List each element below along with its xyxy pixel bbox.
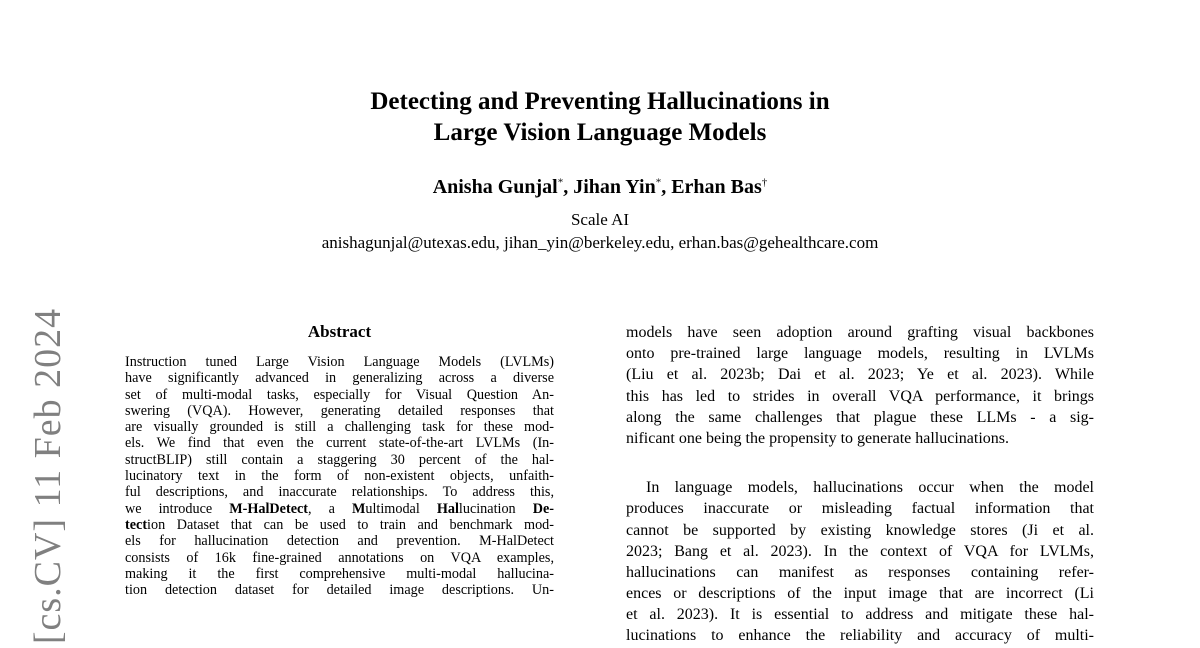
body-line: et al. 2023). It is essential to address and mitigate these hal- [626,606,1094,624]
abstract-line: els. We find that even the current state-of-the-art LVLMs (In- [125,435,554,452]
abstract-line: ful descriptions, and inaccurate relationships. To address this, [125,484,554,501]
abstract-text: , a [308,500,352,517]
abstract-line: have significantly advanced in generalizing across a diverse [125,370,554,387]
body-line: hallucinations can manifest as responses containing refer- [626,563,1094,581]
left-column [125,322,554,598]
author-emails: anishagunjal@utexas.edu, jihan_yin@berkeley.edu, erhan.bas@gehealthcare.com [321,233,879,252]
body-line: 2023; Bang et al. 2023). In the context of VQA for LVLMs, [626,542,1094,560]
body-line: models have seen adoption around grafting visual backbones [626,324,1094,341]
acronym-letter: Hal [436,500,459,517]
right-column [626,322,1094,647]
acronym-letter: M [351,500,366,517]
author-name: Anisha Gunjal [432,176,558,198]
body-line: along the same challenges that plague these LLMs - a sig- [626,408,1094,426]
author-name: Jihan Yin [573,176,656,198]
abstract-line: set of multi-modal tasks, especially for Visual Question An- [125,386,554,403]
acronym-letter: tect [125,516,148,533]
abstract-line [125,517,554,533]
author-footnote-mark: * [557,176,564,189]
body-line: ences or descriptions of the input image that are incorrect (Li [626,585,1094,603]
abstract-line: swering (VQA). However, generating detailed responses that [125,402,554,419]
body-line: this has led to strides in overall VQA performance, it brings [626,387,1094,405]
acronym-letter: De- [532,500,554,517]
abstract-line: are visually grounded is still a challenging task for these mod- [125,419,554,436]
body-line: onto pre-trained large language models, resulting in LVLMs [626,345,1094,363]
body-line: In language models, hallucinations occur when the model [646,479,1094,497]
abstract-line: Instruction tuned Large Vision Language Models (LVLMs) [125,354,554,370]
author-separator: , [563,176,574,198]
body-line: nificant one being the propensity to generate hallucinations. [626,429,1009,447]
abstract-line: consists of 16k fine-grained annotations on VQA examples, [125,549,554,566]
arxiv-stamp: [cs.CV] 11 Feb 2024 [27,307,69,645]
abstract-body [125,354,554,598]
author-footnote-mark: * [655,176,662,189]
dataset-name: M-HalDetect [229,500,309,517]
abstract-line: tion detection dataset for detailed image descriptions. Un- [125,582,554,599]
title-line: Detecting and Preventing Hallucinations in [370,88,830,115]
body-line: lucinations to enhance the reliability and accuracy of multi- [626,627,1094,645]
author-list [0,176,1200,199]
abstract-line: structBLIP) still contain a staggering 30 percent of the hal- [125,451,554,468]
title-line: Large Vision Language Models [433,119,767,146]
body-line: produces inaccurate or misleading factual information that [626,500,1094,518]
abstract-text: we introduce [125,500,230,517]
author-separator: , [661,176,672,198]
author-name: Erhan Bas [671,176,762,198]
abstract-line [125,501,554,517]
body-line: (Liu et al. 2023b; Dai et al. 2023; Ye et al. 2023). While [626,366,1094,384]
paper-title [0,86,1200,148]
author-footnote-mark: † [761,176,768,189]
affiliation: Scale AI [570,210,630,229]
paragraph [626,322,1094,449]
abstract-line: els for hallucination detection and prevention. M-HalDetect [125,533,554,550]
abstract-text: ion Dataset that can be used to train and benchmark mod- [147,516,554,533]
abstract-text: lucination [458,500,533,517]
paragraph [626,477,1094,647]
abstract-heading: Abstract [307,322,372,341]
abstract-line: making it the first comprehensive multi-modal hallucina- [125,565,554,582]
abstract-text: ultimodal [365,500,437,517]
abstract-line: lucinatory text in the form of non-existent objects, unfaith- [125,468,554,485]
body-line: cannot be supported by existing knowledge stores (Ji et al. [626,521,1094,539]
